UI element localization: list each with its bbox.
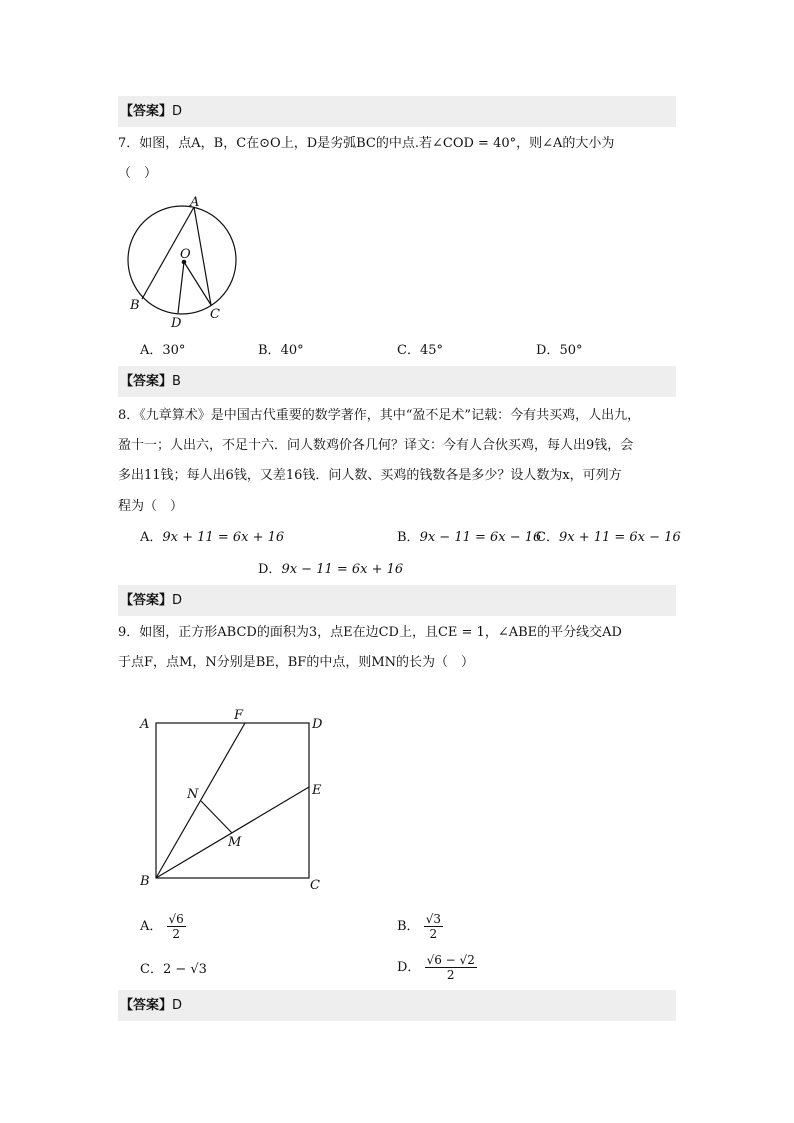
answer-label: 【答案】 bbox=[120, 593, 173, 608]
label-c: C bbox=[310, 878, 320, 893]
answer-value: B bbox=[172, 374, 181, 389]
q8-option-b: B．9x − 11 = 6x − 16 bbox=[397, 530, 542, 545]
q8-stem-line4: 程为（ ） bbox=[118, 499, 184, 514]
segment-bf bbox=[156, 723, 245, 878]
q9-square-figure bbox=[130, 700, 340, 900]
label-c: C bbox=[210, 307, 220, 322]
label-f: F bbox=[234, 708, 244, 723]
answer-bar-q7 bbox=[118, 366, 676, 397]
answer-value: D bbox=[172, 593, 183, 608]
q8-stem-line1: 8．《九章算术》是中国古代重要的数学著作，其中“盈不足术”记载：今有共买鸡，人出九， bbox=[118, 408, 641, 423]
label-o: O bbox=[180, 247, 191, 262]
q9-option-d: D． $\frac{√6 - √2}{2}$ bbox=[397, 953, 475, 982]
q7-option-b: B．40° bbox=[258, 343, 304, 358]
label-d: D bbox=[171, 316, 182, 330]
q8-option-a: A．9x + 11 = 6x + 16 bbox=[140, 530, 285, 545]
answer-value: D bbox=[172, 998, 183, 1013]
fraction: $\frac{√6 - √2}{2}$ bbox=[426, 953, 475, 982]
q9-option-b: B． $\frac{√3}{2}$ bbox=[397, 912, 441, 941]
label-m: M bbox=[228, 835, 242, 850]
q7-circle-figure bbox=[118, 190, 248, 330]
q8-stem-line2: 盈十一；人出六，不足十六．问人数鸡价各几何？译文：今有人合伙买鸡，每人出9钱，会 bbox=[118, 438, 634, 453]
q8-option-d: D．9x − 11 = 6x + 16 bbox=[258, 562, 404, 577]
segment-od bbox=[178, 262, 184, 313]
answer-label: 【答案】 bbox=[120, 374, 173, 389]
fraction: $\frac{√6}{2}$ bbox=[168, 912, 184, 941]
answer-label: 【答案】 bbox=[120, 104, 173, 119]
q9-option-a: A． $\frac{√6}{2}$ bbox=[140, 912, 184, 941]
answer-bar-q8 bbox=[118, 585, 676, 616]
label-a: A bbox=[190, 195, 200, 210]
q8-stem-line3: 多出11钱；每人出6钱，又差16钱．问人数、买鸡的钱数各是多少？设人数为x，可列方 bbox=[118, 468, 622, 483]
label-a: A bbox=[140, 717, 150, 732]
answer-label: 【答案】 bbox=[120, 998, 173, 1013]
label-d: D bbox=[312, 717, 323, 732]
segment-mn bbox=[201, 801, 232, 833]
label-n: N bbox=[187, 787, 199, 802]
q8-option-c: C．9x + 11 = 6x − 16 bbox=[536, 530, 681, 545]
label-e: E bbox=[312, 783, 322, 798]
q7-option-d: D．50° bbox=[536, 343, 583, 358]
answer-bar-q6 bbox=[118, 96, 676, 127]
label-b: B bbox=[140, 874, 150, 889]
q7-stem-line1: 7．如图，点A，B，C在⊙O上，D是劣弧BC的中点.若∠COD = 40°，则∠A的大小为 bbox=[118, 136, 615, 151]
q9-stem-line1: 9．如图，正方形ABCD的面积为3，点E在边CD上，且CE = 1，∠ABE的平分线交AD bbox=[118, 625, 622, 640]
fraction: $\frac{√3}{2}$ bbox=[425, 912, 441, 941]
label-b: B bbox=[130, 298, 140, 313]
q7-stem-line2: （ ） bbox=[118, 166, 158, 181]
segment-ac bbox=[194, 207, 211, 305]
answer-bar-q9 bbox=[118, 990, 676, 1021]
q9-option-c: C．2 − √3 bbox=[140, 962, 207, 977]
answer-value: D bbox=[172, 104, 183, 119]
q9-stem-line2: 于点F，点M，N分别是BE，BF的中点，则MN的长为（ ） bbox=[118, 655, 475, 670]
q7-option-c: C．45° bbox=[397, 343, 443, 358]
q7-option-a: A．30° bbox=[140, 343, 186, 358]
segment-be bbox=[156, 787, 309, 878]
